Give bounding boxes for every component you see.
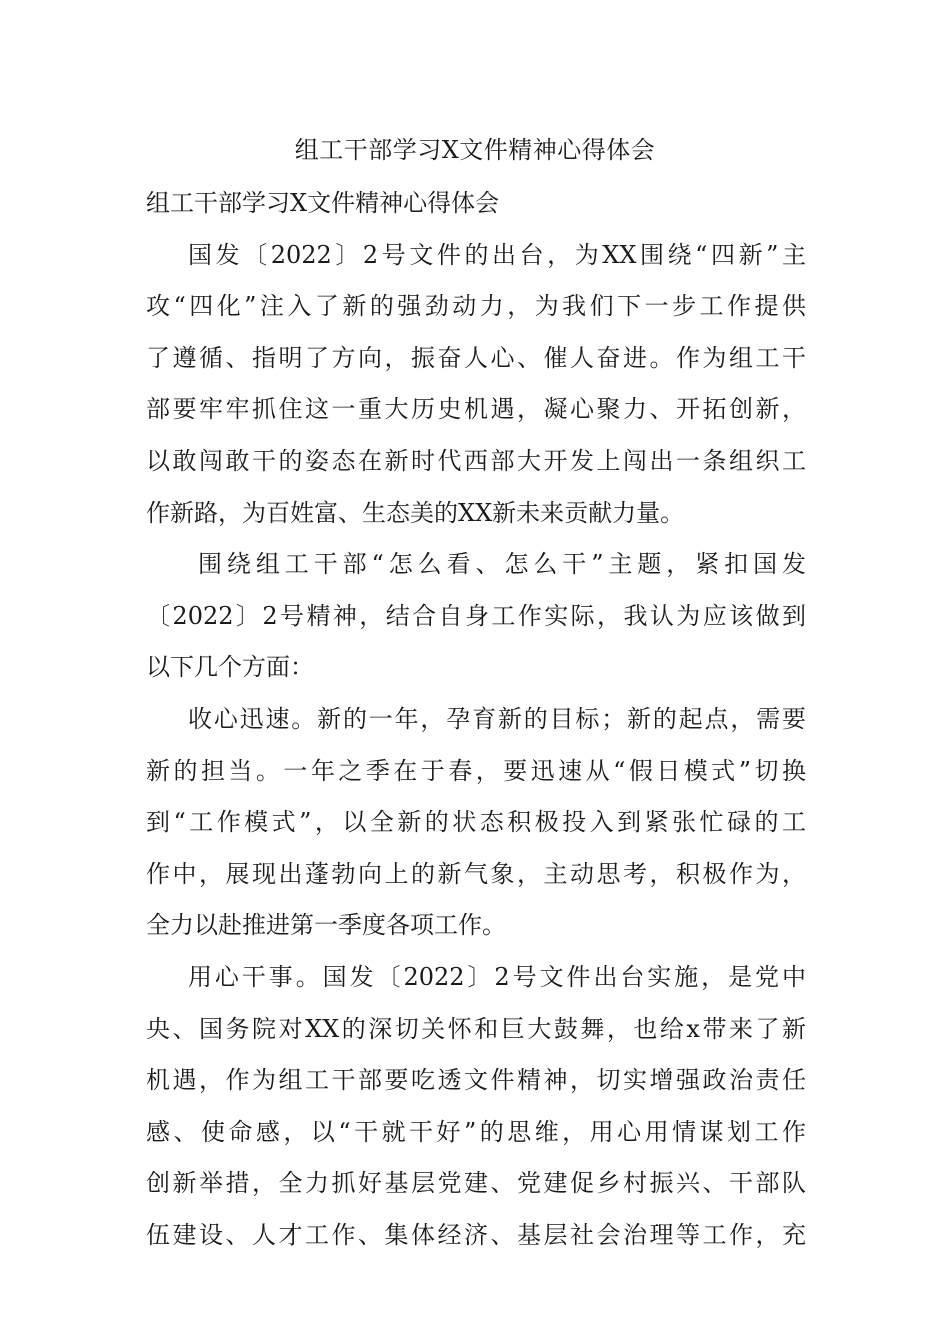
text-line: 了遵循、指明了方向，振奋人心、催人奋进。作为组工干 bbox=[146, 343, 806, 372]
text-line: 作中，展现出蓬勃向上的新气象，主动思考，积极作为， bbox=[146, 859, 806, 888]
text-line: 用心干事。国发〔2022〕2号文件出台实施，是党中 bbox=[188, 962, 806, 991]
text-line: 部要牢牢抓住这一重大历史机遇，凝心聚力、开拓创新， bbox=[146, 395, 806, 424]
text-line: 创新举措，全力抓好基层党建、党建促乡村振兴、干部队 bbox=[146, 1169, 806, 1198]
text-line: 以敢闯敢干的姿态在新时代西部大开发上闯出一条组织工 bbox=[146, 446, 806, 475]
text-line: 机遇，作为组工干部要吃透文件精神，切实增强政治责任 bbox=[146, 1066, 806, 1095]
text-line-subtitle: 组工干部学习X文件精神心得体会 bbox=[146, 189, 500, 217]
text-line: 国发〔2022〕2号文件的出台，为XX围绕“四新”主 bbox=[188, 240, 806, 269]
text-line: 全力以赴推进第一季度各项工作。 bbox=[146, 911, 506, 940]
document-body bbox=[146, 178, 806, 1261]
text-line: 感、使命感，以“干就干好”的思维，用心用情谋划工作 bbox=[146, 1117, 806, 1146]
text-line: 央、国务院对XX的深切关怀和巨大鼓舞，也给x带来了新 bbox=[146, 1014, 806, 1043]
text-line: 围绕组工干部“怎么看、怎么干”主题，紧扣国发 bbox=[198, 550, 806, 579]
text-line: 收心迅速。新的一年，孕育新的目标；新的起点，需要 bbox=[188, 704, 806, 733]
text-line: 到“工作模式”，以全新的状态积极投入到紧张忙碌的工 bbox=[146, 808, 806, 837]
text-line: 以下几个方面： bbox=[146, 653, 314, 682]
document-title: 组工干部学习X文件精神心得体会 bbox=[294, 136, 656, 164]
text-line: 攻“四化”注入了新的强劲动力，为我们下一步工作提供 bbox=[146, 292, 806, 321]
text-line: 伍建设、人才工作、集体经济、基层社会治理等工作，充 bbox=[146, 1220, 806, 1249]
text-line: 新的担当。一年之季在于春，要迅速从“假日模式”切换 bbox=[146, 756, 806, 785]
text-line: 作新路，为百姓富、生态美的XX新未来贡献力量。 bbox=[146, 498, 685, 527]
text-line: 〔2022〕2号精神，结合自身工作实际，我认为应该做到 bbox=[146, 601, 806, 630]
